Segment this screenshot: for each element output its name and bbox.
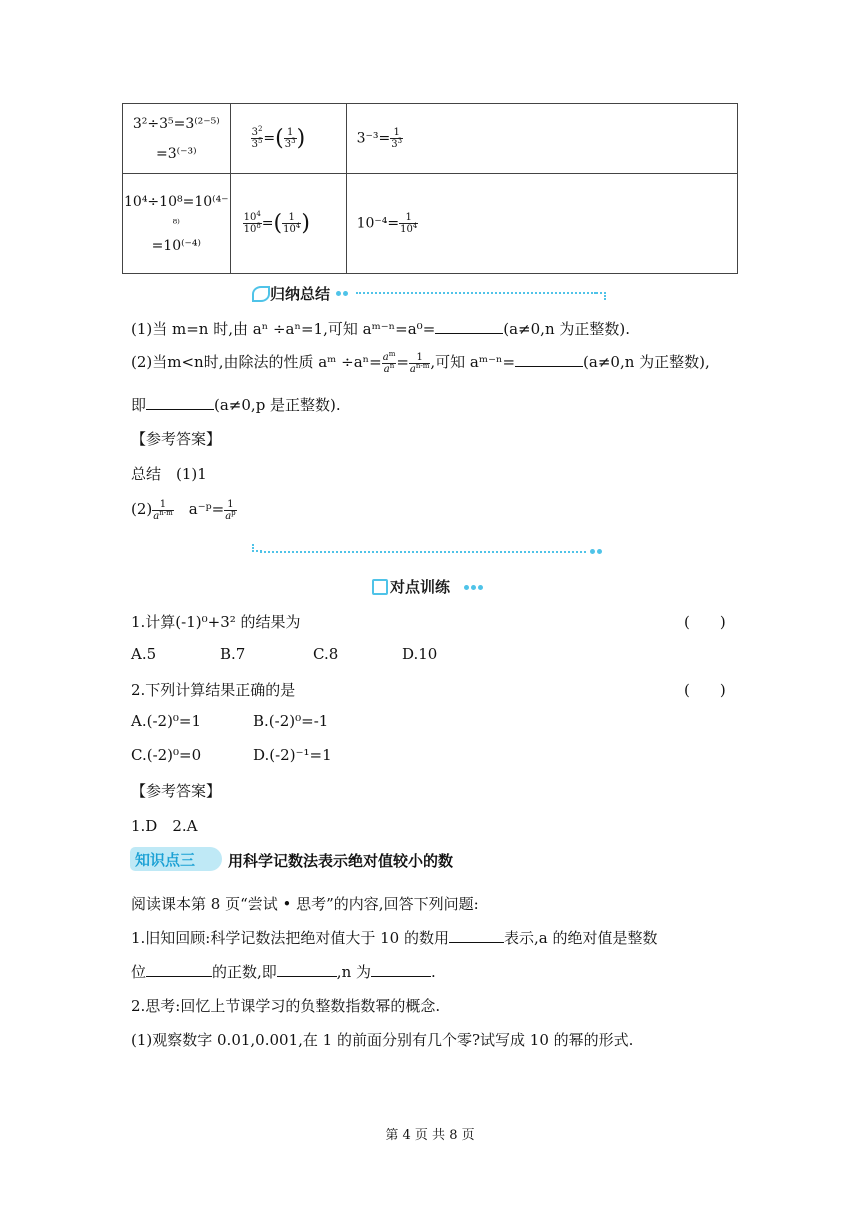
fraction: $\frac{1}{a^{n-m}}$ (153, 498, 173, 522)
text: 位 (131, 963, 147, 981)
pencil-icon (252, 286, 270, 302)
decor-dot (590, 549, 595, 554)
answer-paren: ( ) (684, 681, 726, 699)
option: C.(-2)⁰=0 (131, 746, 202, 764)
fraction: $\frac{1}{a^p}$ (225, 498, 236, 522)
knowledge-q2: 2.思考:回忆上节课学习的负整数指数幂的概念. (131, 997, 441, 1015)
text: (a≠0,p 是正整数). (214, 396, 341, 414)
cell-text: =10⁽⁻⁴⁾ (151, 237, 201, 254)
table-cell (123, 174, 231, 274)
cell-text: ⁸⁾ (172, 216, 180, 230)
answer-blank (435, 319, 503, 334)
decor-dot (464, 585, 469, 590)
section-title: 归纳总结 (270, 285, 331, 303)
knowledge-title: 用科学记数法表示绝对值较小的数 (228, 852, 454, 870)
decor-dot (471, 585, 476, 590)
section-title: 对点训练 (390, 578, 451, 596)
answer-label: 【参考答案】 (131, 782, 222, 800)
page-footer: 第 4 页 共 8 页 (385, 1128, 475, 1143)
fraction: $\frac{3^2}{3^5}$ (251, 125, 263, 150)
text: (a≠0,n 为正整数). (503, 320, 630, 338)
fraction: $\frac{1}{a^{n-m}}$ (409, 351, 430, 375)
question-1: 1.计算(-1)⁰+3² 的结果为 (131, 613, 301, 631)
answer-label: 【参考答案】 (131, 430, 222, 448)
summary-item-3 (131, 394, 341, 415)
text: 的正数,即 (212, 963, 277, 981)
answer-blank (515, 352, 583, 367)
text: ,n 为 (336, 963, 371, 981)
text: (a≠0,n 为正整数), (583, 353, 710, 371)
question-2: 2.下列计算结果正确的是 (131, 681, 296, 699)
text: ,可知 aᵐ⁻ⁿ= (430, 353, 516, 371)
fraction: $\frac{a^m}{a^n}$ (382, 349, 396, 375)
summary-item-2: (2)当m<n时,由除法的性质 aᵐ ÷aⁿ= $\frac{a^m}{a^n}$ = $\frac{1}{a^{n-m}}$ ,可知 aᵐ⁻ⁿ= (a≠0,n 为正整数), (131, 349, 710, 375)
knowledge-q1-cont (131, 961, 436, 982)
answer-blank (371, 962, 431, 977)
cell-text: 10⁻⁴= (356, 215, 400, 232)
table-cell: $\frac{3^2}{3^5}$ =( $\frac{1}{3^3}$ ) (230, 104, 346, 174)
decor-dot (478, 585, 483, 590)
table-cell (346, 104, 737, 174)
option: C.8 (313, 645, 339, 663)
answer-paren: ( ) (684, 613, 726, 631)
knowledge-q2-1: (1)观察数字 0.01,0.001,在 1 的前面分别有几个零?试写成 10 的幂的形式. (131, 1031, 634, 1049)
fraction: $\frac{1}{3^3}$ (284, 127, 296, 150)
cell-text: 3⁻³= (356, 130, 391, 147)
knowledge-badge-label: 知识点三 (135, 851, 196, 869)
section-divider (356, 292, 596, 294)
answer-text: 1.D 2.A (131, 817, 198, 835)
text: a⁻ᵖ= (188, 500, 225, 518)
text: (2) (131, 500, 153, 518)
table-cell: $\frac{10^4}{10^8}$ =( $\frac{1}{10^4}$ ) (230, 174, 346, 274)
cell-text: 10⁴÷10⁸=10⁽⁴⁻ (124, 193, 229, 210)
answer-blank (146, 962, 212, 977)
answer-text (131, 498, 237, 522)
option: D.10 (402, 645, 438, 663)
text: . (431, 963, 436, 981)
divider-end (596, 292, 606, 300)
text: 1.旧知回顾:科学记数法把绝对值大于 10 的数用 (131, 929, 449, 947)
knowledge-q1 (131, 927, 657, 948)
text: (2)当m<n时,由除法的性质 aᵐ ÷aⁿ= (131, 353, 382, 371)
cell-text: =3⁽⁻³⁾ (156, 145, 197, 162)
decor-dot (597, 549, 602, 554)
fraction: $\frac{1}{3^3}$ (391, 127, 403, 150)
edit-icon (372, 579, 388, 595)
option: B.(-2)⁰=-1 (253, 712, 329, 730)
fraction: $\frac{1}{10^4}$ (283, 212, 301, 235)
summary-item-1 (131, 318, 630, 339)
table-row (123, 104, 738, 174)
fraction: $\frac{10^4}{10^8}$ (243, 210, 261, 235)
text: (1)当 m=n 时,由 aⁿ ÷aⁿ=1,可知 aᵐ⁻ⁿ=a⁰= (131, 320, 436, 338)
table-cell (123, 104, 231, 174)
option: B.7 (220, 645, 246, 663)
text: 即 (131, 396, 147, 414)
option: A.(-2)⁰=1 (131, 712, 202, 730)
answer-text: 总结 (1)1 (131, 465, 207, 483)
answer-blank (146, 395, 214, 410)
table-row (123, 174, 738, 274)
answer-blank (449, 928, 504, 943)
intro-text: 阅读课本第 8 页“尝试 • 思考”的内容,回答下列问题: (131, 895, 479, 913)
cell-text: 3²÷3⁵=3⁽²⁻⁵⁾ (132, 115, 220, 132)
table-cell (346, 174, 737, 274)
fraction: $\frac{1}{10^4}$ (400, 212, 418, 235)
answer-blank (277, 962, 337, 977)
text: 表示,a 的绝对值是整数 (504, 929, 658, 947)
decor-dot (336, 291, 341, 296)
power-table (122, 103, 738, 274)
option: D.(-2)⁻¹=1 (253, 746, 332, 764)
decor-dot (343, 291, 348, 296)
section-divider (260, 551, 586, 553)
option: A.5 (131, 645, 157, 663)
